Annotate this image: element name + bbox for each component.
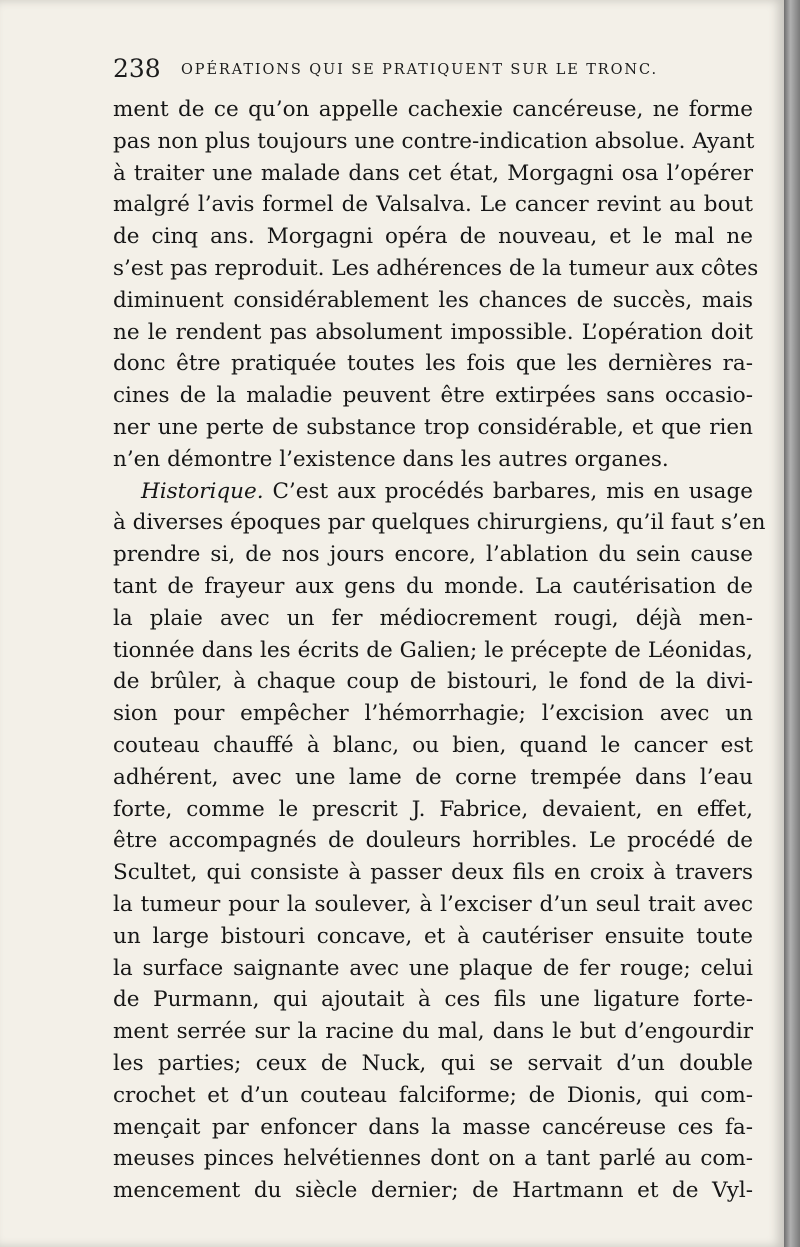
text-line: diminuent considérablement les chances de succès, mais — [113, 287, 753, 313]
text-line: prendre si, de nos jours encore, l’ablation du sein cause — [113, 542, 753, 568]
text-line: un large bistouri concave, et à cautériser ensuite toute — [113, 923, 753, 949]
body-text — [113, 94, 766, 1207]
text-line: ment de ce qu’on appelle cachexie cancéreuse, ne forme — [113, 97, 753, 122]
text-line: meuses pinces helvétiennes dont on a tant parlé au com- — [113, 1146, 753, 1172]
page-edge-shadow — [784, 0, 800, 1247]
text-line: sion pour empêcher l’hémorrhagie; l’excision avec un — [113, 701, 753, 727]
text-line: cines de la maladie peuvent être extirpées sans occasio- — [113, 383, 753, 409]
text-line: malgré l’avis formel de Valsalva. Le cancer revint au bout — [113, 192, 753, 218]
text-line: de cinq ans. Morgagni opéra de nouveau, et le mal ne — [113, 224, 753, 250]
running-title: OPÉRATIONS QUI SE PRATIQUENT SUR LE TRONC. — [181, 62, 658, 78]
text-line: n’en démontre l’existence dans les autres organes. — [113, 446, 669, 472]
text-line: être accompagnés de douleurs horribles. Le procédé de — [113, 828, 753, 854]
text-line: crochet et d’un couteau falciforme; de Dionis, qui com- — [113, 1082, 753, 1108]
text-line: s’est pas reproduit. Les adhérences de la tumeur aux côtes — [113, 255, 759, 281]
text-line: ment serrée sur la racine du mal, dans le but d’engourdir — [113, 1019, 753, 1045]
text-line: mençait par enfoncer dans la masse cancéreuse ces fa- — [113, 1114, 753, 1140]
section-label: Historique. — [141, 478, 264, 504]
text-line: ner une perte de substance trop considérable, et que rien — [113, 414, 753, 440]
page-number: 238 — [113, 54, 161, 83]
page-header — [113, 54, 713, 84]
text-line: les parties; ceux de Nuck, qui se servait d’un double — [113, 1050, 753, 1076]
text-line: donc être pratiquée toutes les fois que les dernières ra- — [113, 351, 753, 377]
text-line: tant de frayeur aux gens du monde. La cautérisation de — [113, 573, 753, 599]
text-line: Scultet, qui consiste à passer deux fils en croix à travers — [113, 860, 753, 886]
text-line: de brûler, à chaque coup de bistouri, le fond de la divi- — [113, 669, 753, 695]
text-line: tionnée dans les écrits de Galien; le précepte de Léonidas, — [113, 637, 753, 663]
text-line: couteau chauffé à blanc, ou bien, quand le cancer est — [113, 732, 753, 758]
text-line: pas non plus toujours une contre-indication absolue. Ayant — [113, 128, 755, 154]
text-line: la surface saignante avec une plaque de fer rouge; celui — [113, 955, 753, 981]
text-line: ne le rendent pas absolument impossible. L’opération doit — [113, 319, 753, 345]
text-line: la plaie avec un fer médiocrement rougi, déjà men- — [113, 605, 753, 631]
paragraph-first-line — [113, 476, 753, 508]
text-line: adhérent, avec une lame de corne trempée dans l’eau — [113, 764, 753, 790]
text-line: de Purmann, qui ajoutait à ces fils une ligature forte- — [113, 987, 753, 1013]
text-line: mencement du siècle dernier; de Hartmann et de Vyl- — [113, 1178, 753, 1204]
text-fragment: C’est aux procédés barbares, mis en usage — [263, 478, 753, 504]
text-line: forte, comme le prescrit J. Fabrice, devaient, en effet, — [113, 796, 753, 822]
text-line: à diverses époques par quelques chirurgiens, qu’il faut s’en — [113, 510, 766, 536]
text-line: à traiter une malade dans cet état, Morgagni osa l’opérer — [113, 160, 753, 186]
text-line: la tumeur pour la soulever, à l’exciser d’un seul trait avec — [113, 891, 753, 917]
